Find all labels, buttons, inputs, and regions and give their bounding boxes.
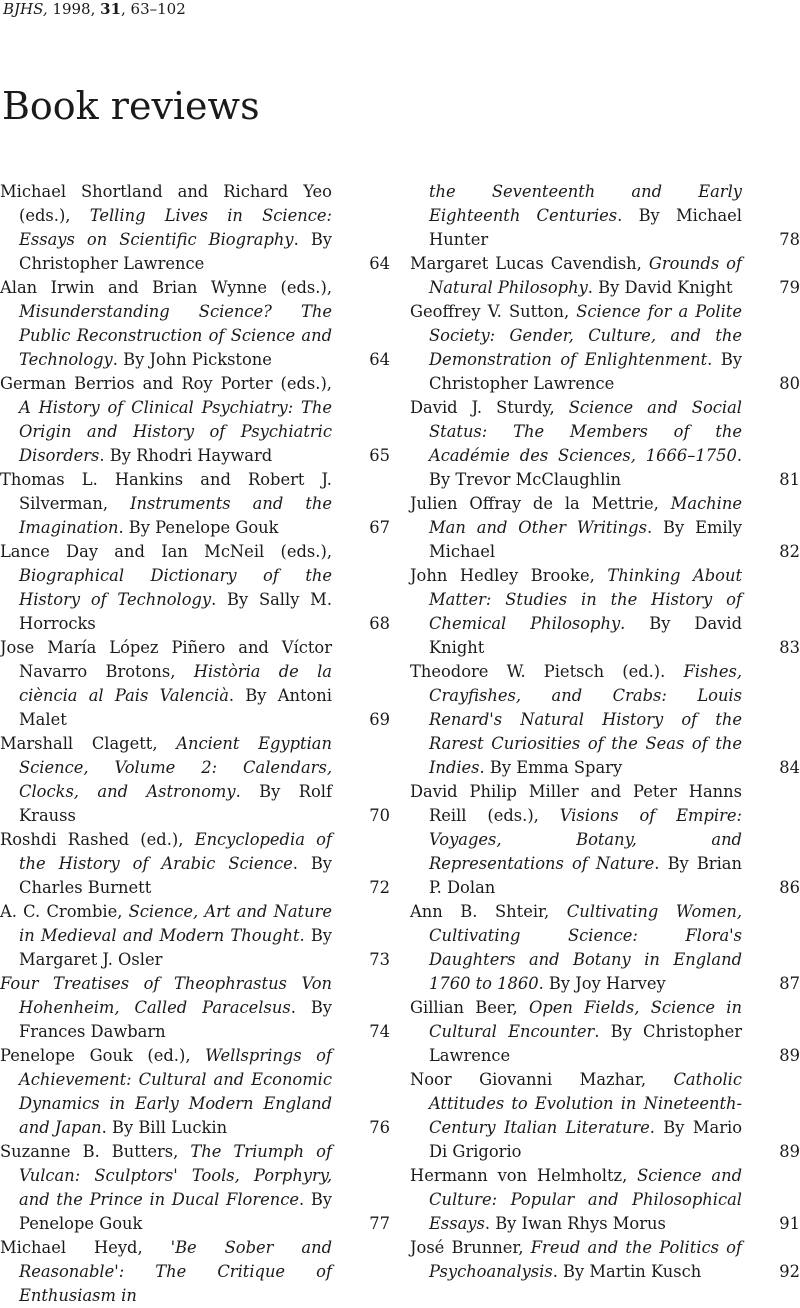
review-reviewer: . By Frances Dawbarn (19, 998, 332, 1041)
review-author: Penelope Gouk (ed.), (0, 1046, 206, 1065)
review-author: Hermann von Helmholtz, (410, 1166, 638, 1185)
review-author: Michael Shortland and Richard Yeo (eds.), (0, 182, 332, 225)
review-page-number: 91 (779, 1214, 800, 1233)
review-author: Ann B. Shteir, (410, 902, 567, 921)
review-page-number: 81 (779, 470, 800, 489)
review-citation (0, 540, 332, 636)
review-book-title: Instruments and the Imagination (19, 494, 333, 537)
journal-name: BJHS (3, 0, 43, 18)
review-book-title: The Triumph of Vulcan: Sculptors' Tools, Porphyry, and the Prince in Ducal Florence (19, 1142, 333, 1209)
review-page-number: 92 (779, 1262, 800, 1281)
review-book-title: Be Sober and Reasonable': The Critique of Enthusiasm in (19, 1238, 332, 1305)
review-citation (410, 180, 742, 252)
review-page-number: 76 (369, 1118, 390, 1137)
review-reviewer: . By Penelope Gouk (118, 518, 279, 537)
review-reviewer: . By John Pickstone (112, 350, 272, 369)
review-citation (410, 1236, 742, 1284)
journal-pages: , 63–102 (121, 0, 186, 18)
review-book-title: Visions of Empire: Voyages, Botany, and Representations of Nature (429, 806, 742, 873)
review-author: Noor Giovanni Mazhar, (410, 1070, 674, 1089)
review-citation (410, 396, 742, 492)
page-title: Book reviews (2, 84, 260, 128)
review-book-title: Biographical Dictionary of the History of Technology (19, 566, 332, 609)
review-author: Theodore W. Pietsch (ed.). (410, 662, 684, 681)
review-citation (410, 900, 742, 996)
review-reviewer: . By Charles Burnett (19, 854, 333, 897)
review-reviewer: . By Antoni Malet (19, 686, 332, 729)
review-entry (410, 564, 800, 660)
review-author: Thomas L. Hankins and Robert J. Silverman, (0, 470, 332, 513)
review-entry (410, 252, 800, 300)
review-citation (0, 972, 332, 1044)
review-book-title: Grounds of Natural Philosophy (429, 254, 743, 297)
review-entry (410, 996, 800, 1068)
review-entry (410, 396, 800, 492)
review-reviewer: . By Joy Harvey (538, 974, 666, 993)
review-citation (410, 564, 742, 660)
review-page-number: 72 (369, 878, 390, 897)
review-citation (0, 468, 332, 540)
review-author: Geoffrey V. Sutton, (410, 302, 577, 321)
review-entry (0, 180, 390, 276)
review-author: Margaret Lucas Cavendish, (410, 254, 649, 273)
review-entry (0, 972, 390, 1044)
review-entry (410, 300, 800, 396)
review-reviewer: . By Sally M. Horrocks (19, 590, 332, 633)
review-author: Gillian Beer, (410, 998, 529, 1017)
review-author: Lance Day and Ian McNeil (eds.), (0, 542, 332, 561)
review-citation (410, 1068, 742, 1164)
review-citation (410, 780, 742, 900)
review-book-title: Open Fields, Science in Cultural Encounter (429, 998, 743, 1041)
review-entry (410, 660, 800, 780)
review-entry (410, 1068, 800, 1164)
review-book-title: Història de la ciència al Pais Valencià (19, 662, 332, 705)
review-reviewer: . By Michael Hunter (429, 206, 742, 249)
review-page-number: 70 (369, 806, 390, 825)
review-reviewer: . By Martin Kusch (552, 1262, 702, 1281)
review-reviewer: . By Margaret J. Osler (19, 926, 332, 969)
journal-year: 1998, (52, 0, 96, 18)
review-entry (410, 492, 800, 564)
right-column (410, 180, 800, 1284)
review-page-number: 77 (369, 1214, 390, 1233)
review-entry (410, 780, 800, 900)
review-entry (0, 276, 390, 372)
journal-volume: 31 (100, 0, 122, 18)
review-page-number: 69 (369, 710, 390, 729)
review-reviewer: . By Penelope Gouk (19, 1190, 332, 1233)
review-book-title: the Seventeenth and Early Eighteenth Centuries (429, 182, 742, 225)
review-entry (0, 1140, 390, 1236)
review-citation (410, 996, 742, 1068)
review-citation (410, 492, 742, 564)
review-entry (0, 372, 390, 468)
review-book-title: Ancient Egyptian Science, Volume 2: Calendars, Clocks, and Astronomy (19, 734, 332, 801)
journal-header: BJHS, 1998, 31, 63–102 (3, 0, 186, 18)
review-reviewer: . By Bill Luckin (101, 1118, 228, 1137)
review-reviewer: . By Rolf Krauss (19, 782, 332, 825)
review-page-number: 68 (369, 614, 390, 633)
review-book-title: Freud and the Politics of Psychoanalysis (429, 1238, 742, 1281)
review-citation (0, 372, 332, 468)
review-entry (410, 180, 800, 252)
review-author: Roshdi Rashed (ed.), (0, 830, 195, 849)
review-entry (0, 828, 390, 900)
review-author: John Hedley Brooke, (410, 566, 608, 585)
review-author: Michael Heyd, ' (0, 1238, 176, 1257)
review-page-number: 79 (779, 278, 800, 297)
review-page-number: 73 (369, 950, 390, 969)
review-book-title: Science and Social Status: The Members of the Académie des Sciences, 1666–1750 (429, 398, 742, 465)
review-book-title: A History of Clinical Psychiatry: The Origin and History of Psychiatric Disorders (19, 398, 332, 465)
review-page-number: 64 (369, 254, 390, 273)
review-author: Julien Offray de la Mettrie, (410, 494, 671, 513)
review-citation (410, 252, 742, 300)
review-page-number: 80 (779, 374, 800, 393)
review-author: David Philip Miller and Peter Hanns Reill (eds.), (410, 782, 742, 825)
review-book-title: Science for a Polite Society: Gender, Culture, and the Demonstration of Enlightenment (429, 302, 742, 369)
review-reviewer: . By Christopher Lawrence (19, 230, 332, 273)
review-citation (0, 1044, 332, 1140)
review-citation (0, 180, 332, 276)
review-page-number: 74 (369, 1022, 390, 1041)
review-citation (0, 900, 332, 972)
review-page-number: 87 (779, 974, 800, 993)
review-author: German Berrios and Roy Porter (eds.), (0, 374, 332, 393)
review-book-title: Wellsprings of Achievement: Cultural and Economic Dynamics in Early Modern England and Japan (19, 1046, 332, 1137)
review-book-title: Science and Culture: Popular and Philosophical Essays (429, 1166, 742, 1233)
review-page-number: 89 (779, 1046, 800, 1065)
review-author: A. C. Crombie, (0, 902, 129, 921)
left-column (0, 180, 390, 1308)
review-page-number: 84 (779, 758, 800, 777)
review-citation (0, 732, 332, 828)
review-citation (410, 1164, 742, 1236)
review-book-title: Fishes, Crayfishes, and Crabs: Louis Renard's Natural History of the Rarest Curiosities of the Seas of the Indies (429, 662, 742, 777)
review-reviewer: . By Trevor McClaughlin (429, 446, 742, 489)
review-page-number: 78 (779, 230, 800, 249)
review-author: Marshall Clagett, (0, 734, 177, 753)
review-entry (410, 1236, 800, 1284)
review-page-number: 65 (369, 446, 390, 465)
review-book-title: Cultivating Women, Cultivating Science: Flora's Daughters and Botany in England 1760 to 1860 (429, 902, 742, 993)
review-author: Alan Irwin and Brian Wynne (eds.), (0, 278, 332, 297)
review-book-title: Encyclopedia of the History of Arabic Science (19, 830, 332, 873)
review-entry (0, 540, 390, 636)
review-book-title: Four Treatises of Theophrastus Von Hohenheim, Called Paracelsus (0, 974, 332, 1017)
review-page-number: 83 (779, 638, 800, 657)
review-author: Jose María López Piñero and Víctor Navarro Brotons, (0, 638, 332, 681)
review-page-number: 82 (779, 542, 800, 561)
review-reviewer: . By Emily Michael (429, 518, 743, 561)
review-book-title: Thinking About Matter: Studies in the History of Chemical Philosophy (429, 566, 742, 633)
review-entry (410, 1164, 800, 1236)
review-author: José Brunner, (410, 1238, 531, 1257)
review-citation (0, 1236, 332, 1308)
review-citation (410, 300, 742, 396)
review-entry (0, 900, 390, 972)
review-reviewer: . By Brian P. Dolan (429, 854, 742, 897)
review-reviewer: . By Emma Spary (479, 758, 623, 777)
review-reviewer: . By Christopher Lawrence (429, 1022, 742, 1065)
review-reviewer: . By Mario Di Grigorio (429, 1118, 742, 1161)
review-book-title: Catholic Attitudes to Evolution in Nineteenth-Century Italian Literature (429, 1070, 742, 1137)
review-citation (0, 828, 332, 900)
review-book-title: Telling Lives in Science: Essays on Scientific Biography (19, 206, 332, 249)
review-reviewer: . By Iwan Rhys Morus (484, 1214, 666, 1233)
review-entry (0, 732, 390, 828)
review-reviewer: . By David Knight (587, 278, 733, 297)
review-book-title: Machine Man and Other Writings (429, 494, 742, 537)
review-entry (0, 1236, 390, 1308)
review-entry (410, 900, 800, 996)
review-page-number: 86 (779, 878, 800, 897)
review-citation (0, 636, 332, 732)
review-citation (410, 660, 742, 780)
review-page-number: 89 (779, 1142, 800, 1161)
review-reviewer: . By David Knight (429, 614, 742, 657)
review-book-title: Science, Art and Nature in Medieval and Modern Thought (19, 902, 332, 945)
review-citation (0, 276, 332, 372)
review-citation (0, 1140, 332, 1236)
review-page-number: 67 (369, 518, 390, 537)
review-entry (0, 468, 390, 540)
review-entry (0, 636, 390, 732)
review-reviewer: . By Rhodri Hayward (99, 446, 273, 465)
review-author: David J. Sturdy, (410, 398, 569, 417)
review-page-number: 64 (369, 350, 390, 369)
review-book-title: Misunderstanding Science? The Public Reconstruction of Science and Technology (19, 302, 332, 369)
review-author: Suzanne B. Butters, (0, 1142, 191, 1161)
review-reviewer: . By Christopher Lawrence (429, 350, 743, 393)
review-entry (0, 1044, 390, 1140)
